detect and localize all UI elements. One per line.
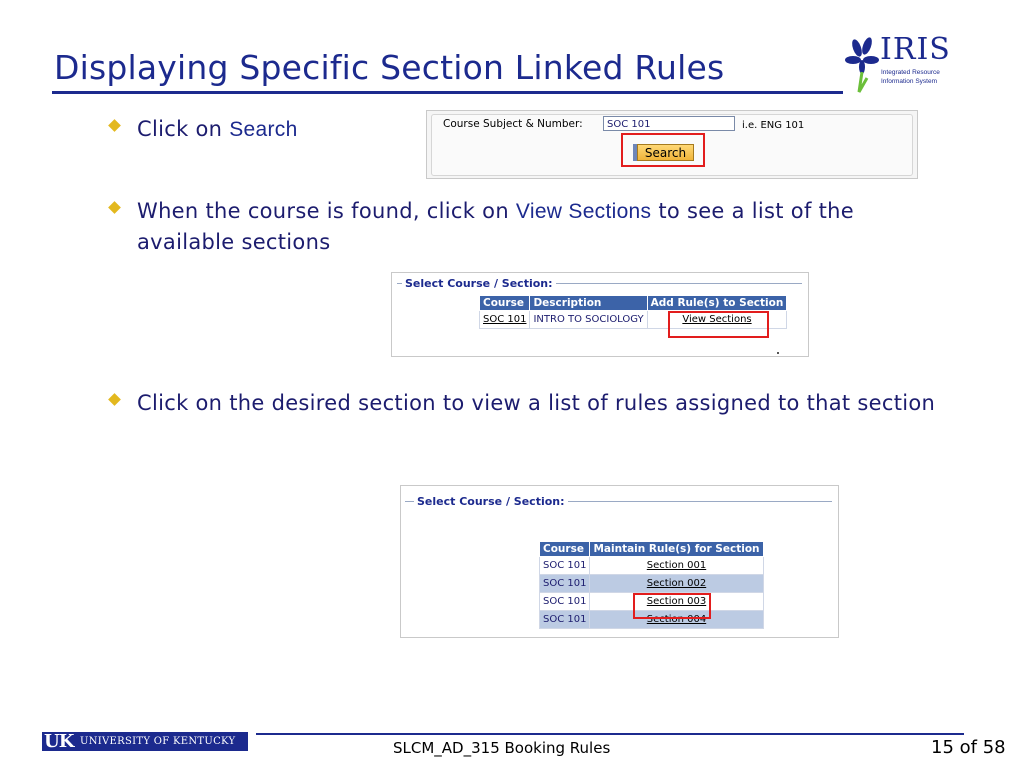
university-name: UNIVERSITY OF KENTUCKY	[80, 736, 236, 747]
table-header-row	[540, 542, 764, 557]
table-row	[540, 575, 764, 593]
column-header: Add Rule(s) to Section	[647, 296, 787, 311]
course-cell: SOC 101	[540, 593, 590, 611]
course-subject-label: Course Subject & Number:	[443, 118, 583, 130]
search-highlight-box	[621, 133, 705, 167]
bullet-1	[137, 114, 407, 145]
bullet-diamond-icon	[108, 393, 121, 406]
fieldset-legend: Select Course / Section:	[414, 495, 568, 508]
column-header: Description	[530, 296, 647, 311]
view-sections-link[interactable]: View Sections	[682, 314, 752, 325]
footer-rule	[256, 733, 964, 735]
course-subject-hint: i.e. ENG 101	[742, 120, 805, 131]
logo-subtitle-line2: Information System	[881, 78, 937, 85]
course-cell: SOC 101	[540, 557, 590, 575]
table-header-row	[480, 296, 787, 311]
page-number: 15 of 58	[931, 737, 1006, 758]
bullet-2-text: When the course is found, click on	[137, 199, 516, 223]
table-cell	[480, 311, 530, 329]
bullet-2-keyword: View Sections	[515, 200, 652, 223]
course-description: INTRO TO SOCIOLOGY	[530, 311, 647, 329]
footer-document-name: SLCM_AD_315 Booking Rules	[393, 739, 611, 757]
bullet-diamond-icon	[108, 201, 121, 214]
bullet-2	[137, 196, 957, 258]
section-003-highlight-box	[633, 593, 711, 619]
table-row	[540, 557, 764, 575]
bullet-3: Click on the desired section to view a list of rules assigned to that section	[137, 391, 936, 415]
course-cell: SOC 101	[540, 575, 590, 593]
course-cell: SOC 101	[540, 611, 590, 629]
table-cell	[590, 557, 763, 575]
section-link[interactable]: Section 003	[646, 596, 707, 607]
bullet-2-suffix: to see a list of the available sections	[137, 199, 854, 254]
logo-wordmark: IRIS	[880, 32, 951, 67]
slide-title: Displaying Specific Section Linked Rules	[54, 48, 725, 87]
section-link[interactable]: Section 001	[646, 560, 707, 571]
bullet-1-keyword: Search	[229, 118, 298, 141]
column-header: Maintain Rule(s) for Section	[590, 542, 763, 557]
title-underline	[52, 91, 843, 94]
column-header: Course	[540, 542, 590, 557]
uk-mark: UK	[44, 731, 74, 752]
course-subject-input[interactable]: SOC 101	[603, 116, 735, 131]
table-cell	[590, 575, 763, 593]
bullet-diamond-icon	[108, 119, 121, 132]
logo-subtitle-line1: Integrated Resource	[881, 69, 940, 76]
section-link[interactable]: Section 004	[646, 614, 707, 625]
column-header: Course	[480, 296, 530, 311]
course-link[interactable]: SOC 101	[483, 314, 527, 325]
search-button[interactable]: Search	[637, 144, 694, 161]
bullet-1-text: Click on	[137, 117, 230, 141]
fieldset-legend: Select Course / Section:	[402, 277, 556, 290]
resize-dot	[777, 352, 779, 354]
section-link[interactable]: Section 002	[646, 578, 707, 589]
view-sections-highlight-box	[668, 311, 769, 338]
